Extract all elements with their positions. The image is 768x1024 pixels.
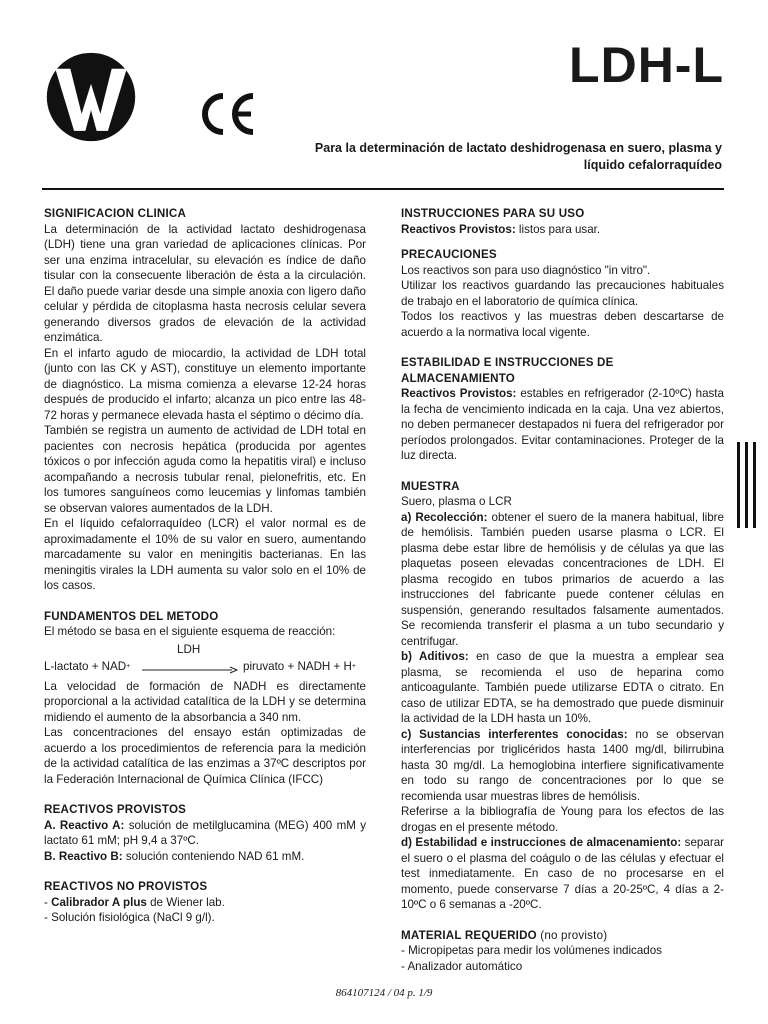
paragraph: La velocidad de formación de NADH es directamente proporcional a la actividad catalítica de la LDH y se determina midiendo el aumento de la absorbancia a 340 nm. bbox=[44, 679, 366, 724]
list-item: - Micropipetas para medir los volúmenes indicados bbox=[401, 944, 662, 957]
paragraph: d) Estabilidad e instrucciones de almacenamiento: separar el suero o el plasma del coágulo o de las células y efectuar el test inmediatamente. En caso de no procesarse en el momento, puede conservarse 7 días a 20-25ºC, 4 días a 2-10ºC o 6 semanas a -20ºC. bbox=[401, 836, 724, 911]
paragraph: El método se basa en el siguiente esquema de reacción: bbox=[44, 625, 336, 638]
left-column bbox=[44, 206, 366, 926]
header-divider bbox=[42, 188, 724, 190]
paragraph: Suero, plasma o LCR bbox=[401, 495, 512, 508]
list-item: - Analizador automático bbox=[401, 959, 523, 973]
paragraph: En el infarto agudo de miocardio, la actividad de LDH total (junto con las CK y AST), constituye un elemento importante de diagnóstico. La misma comienza a elevarse 12-24 horas después de producido el infarto; alcanza un pico entre las 48-72 horas y permanece elevada hasta el séptimo o décimo día. bbox=[44, 346, 366, 422]
paragraph: a) Recolección: obtener el suero de la manera habitual, libre de hemólisis. También pueden usarse plasma o LCR. El plasma debe estar libre de hemólisis y de células ya que las plaquetas poseen elevadas concentraciones de LDH. El plasma recogido en tubos primarios de acuerdo a las instrucciones del fabricante puede contener células en suspensión, generando resultados falsamente aumentados. Se recomienda transferir el plasma a un tubo secundario y centrifugar. bbox=[401, 510, 724, 648]
section-heading-uso: INSTRUCCIONES PARA SU USO bbox=[401, 207, 585, 220]
paragraph: c) Sustancias interferentes conocidas: no se observan interferencias por triglicéridos hasta 1400 mg/dl, bilirrubina hasta 30 mg/dl. La hemoglobina interfiere significativamente en todo su rango de concentraciones por lo que se recomienda usar muestras libres de hemólisis. bbox=[401, 727, 724, 803]
reaction-arrow-icon bbox=[142, 666, 238, 674]
section-heading-fundamentos: FUNDAMENTOS DEL METODO bbox=[44, 609, 219, 623]
reaction-enzyme: LDH bbox=[177, 642, 201, 656]
section-heading-clinica: SIGNIFICACION CLINICA bbox=[44, 207, 187, 220]
section-heading-material: MATERIAL REQUERIDO (no provisto) bbox=[401, 928, 608, 942]
reaction-products: piruvato + NADH + H+ bbox=[243, 659, 356, 673]
paragraph: También se registra un aumento de actividad de LDH total en pacientes con necrosis hepática (producida por agentes tóxicos o por infección aguda como la hepatitis viral) e incluso acompañando a necrosis tubular renal, pielonefritis, etc. En los tumores sanguíneos como leucemias y linfomas también se observan valores aumentados de la LDH. bbox=[44, 424, 366, 515]
reaction-reactants: L-lactato + NAD+ bbox=[44, 659, 131, 673]
wiener-lab-logo bbox=[44, 50, 138, 144]
section-heading-no-provistos: REACTIVOS NO PROVISTOS bbox=[44, 880, 208, 893]
reagent-a: A. Reactivo A: solución de metilglucamina (MEG) 400 mM y lactato 61 mM; pH 9,4 a 37ºC. bbox=[44, 818, 367, 847]
product-subtitle: Para la determinación de lactato deshidrogenasa en suero, plasma y líquido cefalorraquídeo bbox=[314, 141, 722, 172]
margin-bars-icon bbox=[737, 442, 757, 528]
paragraph: Todos los reactivos y las muestras deben descartarse de acuerdo a la normativa local vigente. bbox=[401, 310, 724, 339]
section-heading-precauciones: PRECAUCIONES bbox=[401, 248, 497, 261]
paragraph: Los reactivos son para uso diagnóstico "in vitro". bbox=[401, 263, 651, 277]
list-item: - Solución fisiológica (NaCl 9 g/l). bbox=[44, 911, 215, 924]
reaction-scheme bbox=[44, 642, 366, 676]
section-heading-provistos: REACTIVOS PROVISTOS bbox=[44, 803, 187, 816]
paragraph: b) Aditivos: en caso de que la muestra a emplear sea plasma, se recomienda el uso de heparina como anticoagulante. También puede utilizarse EDTA o citrato. En caso de utilizar EDTA, se ha demostrado que puede disminuir la actividad de la LDH hasta un 10%. bbox=[401, 650, 724, 725]
paragraph: Utilizar los reactivos guardando las precauciones habituales de trabajo en el laboratorio de química clínica. bbox=[401, 279, 724, 308]
section-heading-muestra: MUESTRA bbox=[401, 479, 460, 493]
paragraph: Las concentraciones del ensayo están optimizadas de acuerdo a los procedimientos de referencia para la medición de la actividad catalítica de las enzimas a 37ºC descriptos por la Federación Internacional de Química Clínica (IFCC) bbox=[44, 726, 366, 786]
paragraph: Reactivos Provistos: listos para usar. bbox=[401, 222, 601, 236]
page-footer: 864107124 / 04 p. 1/9 bbox=[335, 987, 433, 999]
ce-mark-icon bbox=[197, 92, 257, 136]
list-item: - Calibrador A plus de Wiener lab. bbox=[44, 895, 225, 909]
paragraph: En el líquido cefalorraquídeo (LCR) el valor normal es de aproximadamente el 10% de su valor en suero, aumentando marcadamente su valor en meningitis bacterianas. En las meningitis virales la LDH aumenta su valor solo en el 10% de los casos. bbox=[44, 517, 366, 592]
paragraph: Referirse a la bibliografía de Young para los efectos de las drogas en el presente método. bbox=[401, 805, 724, 834]
paragraph: Reactivos Provistos: estables en refrigerador (2-10ºC) hasta la fecha de vencimiento indicada en la caja. Una vez abiertos, no deben permanecer destapados ni fuera del refrigerador por períodos prolongados. Evitar contaminaciones. Proteger de la luz directa. bbox=[401, 387, 724, 462]
section-heading-estabilidad: ESTABILIDAD E INSTRUCCIONES DE ALMACENAMIENTO bbox=[401, 356, 614, 385]
paragraph: La determinación de la actividad lactato deshidrogenasa (LDH) tiene una gran variedad de aplicaciones clínicas. Por ser una enzima intracelular, su elevación es índice de daño tisular con la consecuente liberación de ésta a la circulación. El daño puede variar desde una simple anoxia con ligero daño celular y pérdida de citoplasma hasta necrosis celular severa generando diversos grados de elevación de la actividad enzimática. bbox=[44, 222, 366, 344]
product-title: LDH-L bbox=[569, 37, 724, 93]
right-column bbox=[401, 206, 724, 974]
reagent-b: B. Reactivo B: solución conteniendo NAD 61 mM. bbox=[44, 849, 305, 863]
